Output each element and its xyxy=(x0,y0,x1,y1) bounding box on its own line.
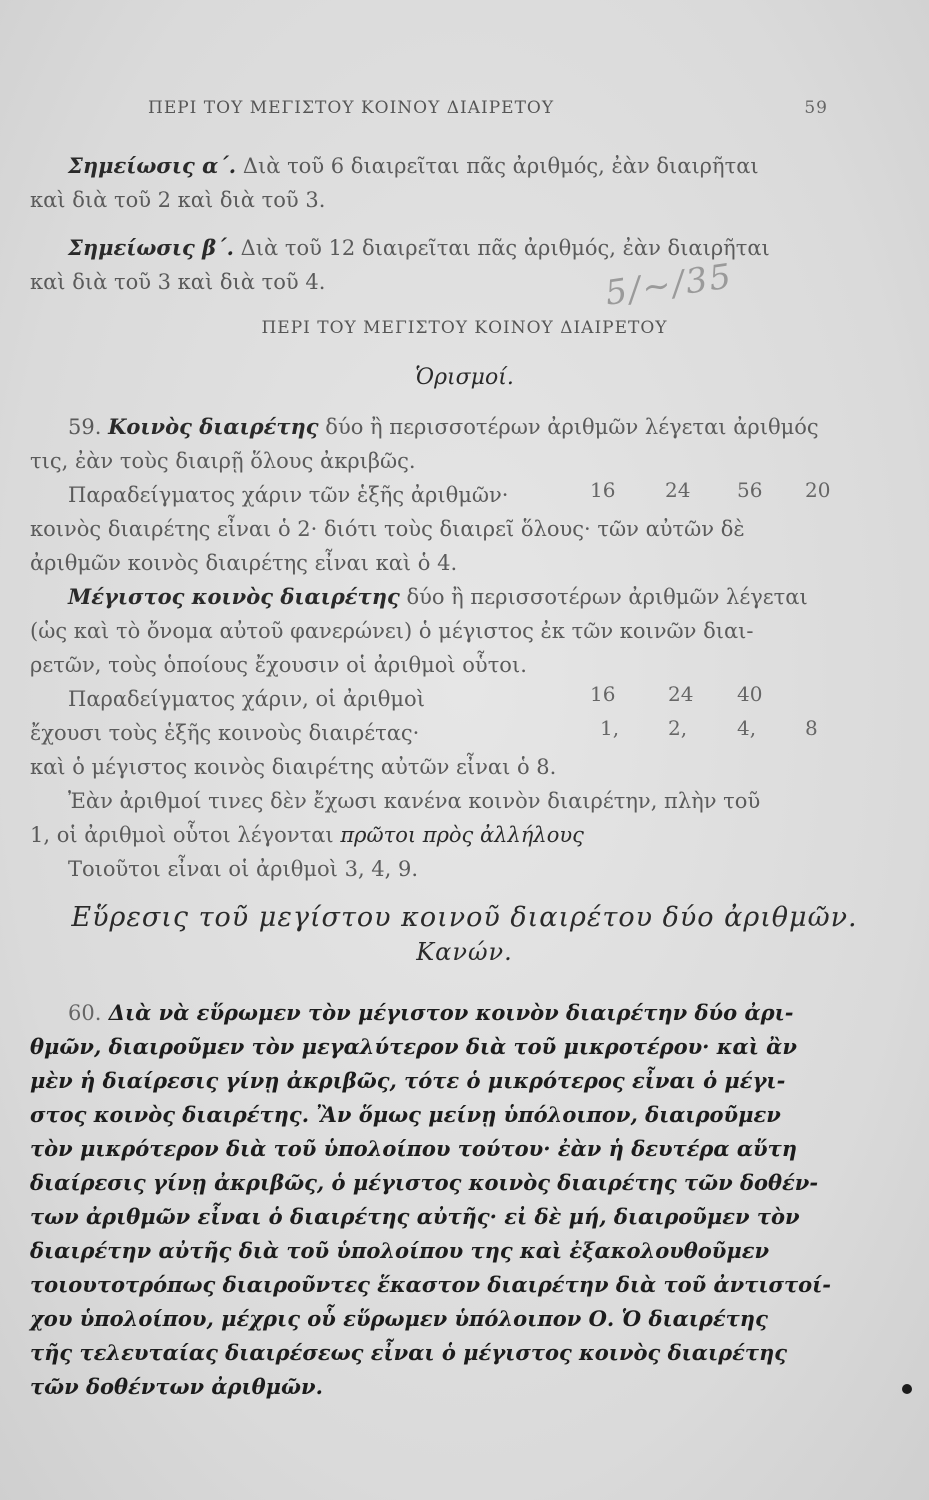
para60-number: 60. xyxy=(68,1001,102,1025)
para59-line1 xyxy=(30,410,858,444)
rule-line: τῆς τελευταίας διαιρέσεως εἶναι ὁ μέγιστος κοινὸς διαιρέτης xyxy=(30,1340,788,1365)
rule-title: Εὕρεσις τοῦ μεγίστου κοινοῦ διαιρέτου δύο ἀριθμῶν. xyxy=(71,902,858,933)
example2-line3: καὶ ὁ μέγιστος κοινὸς διαιρέτης αὐτῶν εἶναι ὁ 8. xyxy=(30,755,557,779)
example2-num: 24 xyxy=(668,682,694,706)
section-title: ΠΕΡΙ ΤΟΥ ΜΕΓΙΣΤΟΥ ΚΟΙΝΟΥ ΔΙΑΙΡΕΤΟΥ xyxy=(261,318,668,338)
prime-line1: Ἐὰν ἀριθμοί τινες δὲν ἔχωσι κανένα κοινὸν διαιρέτην, πλὴν τοῦ xyxy=(68,789,761,813)
running-title: ΠΕΡΙ ΤΟΥ ΜΕΓΙΣΤΟΥ ΚΟΙΝΟΥ ΔΙΑΙΡΕΤΟΥ xyxy=(148,98,555,118)
rule-line: χου ὑπολοίπου, μέχρις οὗ εὕρωμεν ὑπόλοιπον Ο. Ὁ διαιρέτης xyxy=(30,1306,768,1331)
term-common-divisor: Κοινὸς διαιρέτης xyxy=(108,414,319,439)
rule-line-1 xyxy=(30,996,830,1030)
handwritten-margin-note: 5/~/35 xyxy=(602,256,736,314)
example2-divisor: 1, xyxy=(600,716,620,740)
example1-num: 20 xyxy=(805,478,831,502)
ink-dot xyxy=(902,1384,912,1394)
para59-number: 59. xyxy=(68,415,102,439)
para59-line1-rest: δύο ἢ περισσοτέρων ἀριθμῶν λέγεται ἀριθμός xyxy=(325,415,819,439)
note-a-text: Διὰ τοῦ 6 διαιρεῖται πᾶς ἀριθμός, ἐὰν διαιρῆται xyxy=(242,154,759,178)
example1-line3: ἀριθμῶν κοινὸς διαιρέτης εἶναι καὶ ὁ 4. xyxy=(30,551,458,575)
example1-num: 56 xyxy=(737,478,763,502)
def2-line1-rest: δύο ἢ περισσοτέρων ἀριθμῶν λέγεται xyxy=(406,585,808,609)
rule-line: τῶν δοθέντων ἀριθμῶν. xyxy=(30,1374,323,1399)
term-relatively-prime: πρῶτοι πρὸς ἀλλήλους xyxy=(340,823,584,847)
term-greatest-common-divisor: Μέγιστος κοινὸς διαιρέτης xyxy=(68,584,400,609)
def2-line1 xyxy=(30,580,858,614)
note-b-text: Διὰ τοῦ 12 διαιρεῖται πᾶς ἀριθμός, ἐὰν διαιρῆται xyxy=(240,236,770,260)
example1-num: 16 xyxy=(590,478,616,502)
note-b-line2: καὶ διὰ τοῦ 3 καὶ διὰ τοῦ 4. xyxy=(30,270,326,294)
rule-line: θμῶν, διαιροῦμεν τὸν μεγαλύτερον διὰ τοῦ μικροτέρου· καὶ ἂν xyxy=(30,1034,797,1059)
example2-line2: ἔχουσι τοὺς ἑξῆς κοινοὺς διαιρέτας· xyxy=(30,721,420,745)
note-a-line2: καὶ διὰ τοῦ 2 καὶ διὰ τοῦ 3. xyxy=(30,188,326,212)
rule-line: τὸν μικρότερον διὰ τοῦ ὑπολοίπου τούτου· ἐὰν ἡ δευτέρα αὕτη xyxy=(30,1136,798,1161)
para59-line2: τις, ἐὰν τοὺς διαιρῇ ὅλους ἀκριβῶς. xyxy=(30,449,416,473)
note-b-label: Σημείωσις β΄. xyxy=(68,235,234,260)
example2-divisor: 4, xyxy=(737,716,757,740)
def2-line3: ρετῶν, τοὺς ὁποίους ἔχουσιν οἱ ἀριθμοὶ οὗτοι. xyxy=(30,653,527,677)
rule-line: τοιουτοτρόπως διαιροῦντες ἕκαστον διαιρέτην διὰ τοῦ ἀντιστοί- xyxy=(30,1272,832,1297)
note-a-label: Σημείωσις α΄. xyxy=(68,153,237,178)
example2-num: 16 xyxy=(590,682,616,706)
rule-subtitle: Κανών. xyxy=(416,938,513,966)
example2-divisor: 8 xyxy=(805,716,818,740)
example1-line1: Παραδείγματος χάριν τῶν ἑξῆς ἀριθμῶν· xyxy=(68,483,509,507)
rule-line: των ἀριθμῶν εἶναι ὁ διαιρέτης αὐτῆς· εἰ δὲ μή, διαιροῦμεν τὸν xyxy=(30,1204,800,1229)
def2-line2: (ὡς καὶ τὸ ὄνομα αὐτοῦ φανερώνει) ὁ μέγιστος ἐκ τῶν κοινῶν διαι- xyxy=(30,619,754,643)
rule-line: μὲν ἡ διαίρεσις γίνῃ ἀκριβῶς, τότε ὁ μικρότερος εἶναι ὁ μέγι- xyxy=(30,1068,786,1093)
note-b-line1 xyxy=(30,231,858,265)
example1-line2: κοινὸς διαιρέτης εἶναι ὁ 2· διότι τοὺς διαιρεῖ ὅλους· τῶν αὐτῶν δὲ xyxy=(30,517,745,541)
prime-line3: Τοιοῦτοι εἶναι οἱ ἀριθμοὶ 3, 4, 9. xyxy=(68,857,419,881)
note-a-line1 xyxy=(30,149,858,183)
rule-line: στος κοινὸς διαιρέτης. Ἂν ὅμως μείνῃ ὑπόλοιπον, διαιροῦμεν xyxy=(30,1102,781,1127)
example2-divisor: 2, xyxy=(668,716,688,740)
example2-num: 40 xyxy=(737,682,763,706)
prime-line2-text: 1, οἱ ἀριθμοὶ οὗτοι λέγονται xyxy=(30,823,334,847)
definitions-title: Ὁρισμοί. xyxy=(415,365,514,390)
running-header xyxy=(148,98,828,118)
example1-num: 24 xyxy=(665,478,691,502)
rule-line: διαιρέτην αὐτῆς διὰ τοῦ ὑπολοίπου της καὶ ἐξακολουθοῦμεν xyxy=(30,1238,770,1263)
example2-line1: Παραδείγματος χάριν, οἱ ἀριθμοὶ xyxy=(68,687,425,711)
rule-body xyxy=(30,996,830,1404)
prime-line2 xyxy=(30,818,820,852)
rule-line: διαίρεσις γίνῃ ἀκριβῶς, ὁ μέγιστος κοινὸς διαιρέτης τῶν δοθέν- xyxy=(30,1170,819,1195)
rule-line-text: Διὰ νὰ εὕρωμεν τὸν μέγιστον κοινὸν διαιρέτην δύο ἀρι- xyxy=(108,1000,794,1025)
page-number: 59 xyxy=(804,98,828,118)
